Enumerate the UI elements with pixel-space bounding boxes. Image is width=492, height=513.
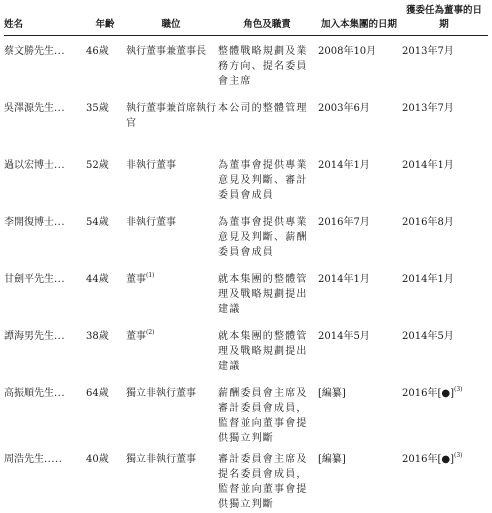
position-cell: [126, 323, 218, 380]
position-cell: [126, 209, 218, 266]
director-name-cell: [4, 95, 86, 152]
table-body: [4, 36, 488, 513]
director-name-cell: [4, 323, 86, 380]
table-row: [4, 446, 488, 512]
role-cell: [218, 323, 318, 380]
leader-dots: ...: [54, 274, 66, 285]
director-name-cell: [4, 446, 86, 512]
role-text: 審計委員會主席及提名委員會成員，監督並向董事會提供獨立判斷: [218, 454, 308, 510]
role-cell: [218, 36, 318, 96]
director-name-cell: [4, 209, 86, 266]
join-date-cell: 2003年6月: [318, 103, 370, 114]
role-cell: [218, 446, 318, 512]
role-cell: [218, 95, 318, 152]
age-cell: 64歲: [86, 388, 109, 399]
appointment-date: 2016年[●]: [402, 454, 454, 465]
header-name: 姓名: [4, 4, 86, 36]
directors-table: [4, 4, 488, 512]
table-row: [4, 266, 488, 323]
age-cell: 38歲: [86, 331, 109, 342]
role-text: 整體戰略規劃及業務方向、提名委員會主席: [218, 46, 308, 87]
table-row: [4, 323, 488, 380]
position-cell: [126, 95, 218, 152]
appointment-date: 2014年1月: [402, 160, 454, 171]
leader-dots: ...: [54, 217, 66, 228]
join-date-cell: 2016年7月: [318, 217, 370, 228]
header-position: 職位: [126, 4, 218, 36]
position-text: 董事: [126, 274, 146, 285]
role-text: 薪酬委員會主席及審計委員會成員，監督並向董事會提供獨立判斷: [218, 388, 308, 444]
appointment-date: 2014年1月: [402, 274, 454, 285]
appointment-date-cell: [402, 95, 488, 152]
header-join-date: 加入本集團的日期: [318, 4, 402, 36]
role-text: 為董事會提供專業意見及判斷、審計委員會成員: [218, 160, 308, 201]
age-cell: 52歲: [86, 160, 109, 171]
appointment-date-cell: [402, 446, 488, 512]
position-text: 董事: [126, 331, 146, 342]
join-date-cell: 2014年1月: [318, 160, 370, 171]
role-cell: [218, 209, 318, 266]
join-date-cell: 2014年5月: [318, 331, 370, 342]
director-name: 過以宏博士: [4, 160, 54, 171]
appointment-date-cell: [402, 266, 488, 323]
appointment-date: 2014年5月: [402, 331, 454, 342]
director-name-cell: [4, 152, 86, 209]
age-cell: 46歲: [86, 46, 109, 57]
role-text: 就本集團的整體管理及戰略規劃提出建議: [218, 274, 308, 315]
director-name: 周浩先生: [4, 454, 44, 465]
appointment-footnote: (3): [453, 452, 463, 459]
director-name: 李開復博士: [4, 217, 54, 228]
header-role: 角色及職責: [218, 4, 318, 36]
header-age: 年齡: [86, 4, 126, 36]
leader-dots: ...: [54, 160, 66, 171]
role-cell: [218, 266, 318, 323]
position-cell: [126, 152, 218, 209]
role-cell: [218, 152, 318, 209]
director-name-cell: [4, 36, 86, 96]
appointment-date-cell: [402, 323, 488, 380]
director-name: 高振順先生: [4, 388, 54, 399]
position-text: 獨立非執行董事: [126, 454, 196, 465]
age-cell: 54歲: [86, 217, 109, 228]
join-date-cell: 2014年1月: [318, 274, 370, 285]
role-cell: [218, 380, 318, 446]
table-row: [4, 380, 488, 446]
director-name-cell: [4, 266, 86, 323]
director-name: 甘劍平先生: [4, 274, 54, 285]
position-footnote: (1): [146, 272, 155, 279]
appointment-date-cell: [402, 380, 488, 446]
director-name: 蔡文勝先生: [4, 46, 54, 57]
table-row: [4, 152, 488, 209]
position-cell: [126, 36, 218, 96]
position-text: 非執行董事: [126, 160, 176, 171]
appointment-date: 2013年7月: [402, 46, 454, 57]
position-cell: [126, 266, 218, 323]
position-footnote: (2): [146, 329, 155, 336]
director-name-cell: [4, 380, 86, 446]
position-text: 非執行董事: [126, 217, 176, 228]
leader-dots: ...: [54, 388, 66, 399]
director-name: 吳澤源先生: [4, 103, 54, 114]
leader-dots: ...: [54, 46, 66, 57]
role-text: 為董事會提供專業意見及判斷、薪酬委員會成員: [218, 217, 308, 258]
appointment-date: 2016年8月: [402, 217, 454, 228]
join-date-cell: [編纂]: [318, 454, 346, 465]
appointment-date-cell: [402, 36, 488, 96]
table-row: [4, 95, 488, 152]
appointment-date-cell: [402, 209, 488, 266]
director-name: 譚海男先生: [4, 331, 54, 342]
table-row: [4, 209, 488, 266]
age-cell: 35歲: [86, 103, 109, 114]
leader-dots: ...: [54, 103, 66, 114]
position-text: 執行董事兼董事長: [126, 46, 206, 57]
position-text: 獨立非執行董事: [126, 388, 196, 399]
join-date-cell: 2008年10月: [318, 46, 377, 57]
position-cell: [126, 380, 218, 446]
leader-dots: .....: [44, 454, 63, 465]
appointment-date-cell: [402, 152, 488, 209]
join-date-cell: [編纂]: [318, 388, 346, 399]
leader-dots: ...: [54, 331, 66, 342]
appointment-date: 2013年7月: [402, 103, 454, 114]
position-cell: [126, 446, 218, 512]
table-row: [4, 36, 488, 96]
appointment-footnote: (3): [453, 386, 463, 393]
age-cell: 44歲: [86, 274, 109, 285]
role-text: 就本集團的整體管理及戰略規劃提出建議: [218, 331, 308, 372]
appointment-date: 2016年[●]: [402, 388, 454, 399]
age-cell: 40歲: [86, 454, 109, 465]
table-header-row: [4, 4, 488, 36]
role-text: 本公司的整體管理: [218, 103, 308, 114]
position-text: 執行董事兼首席執行官: [126, 103, 216, 129]
header-appointment-date: 獲委任為董事的日期: [402, 4, 488, 36]
